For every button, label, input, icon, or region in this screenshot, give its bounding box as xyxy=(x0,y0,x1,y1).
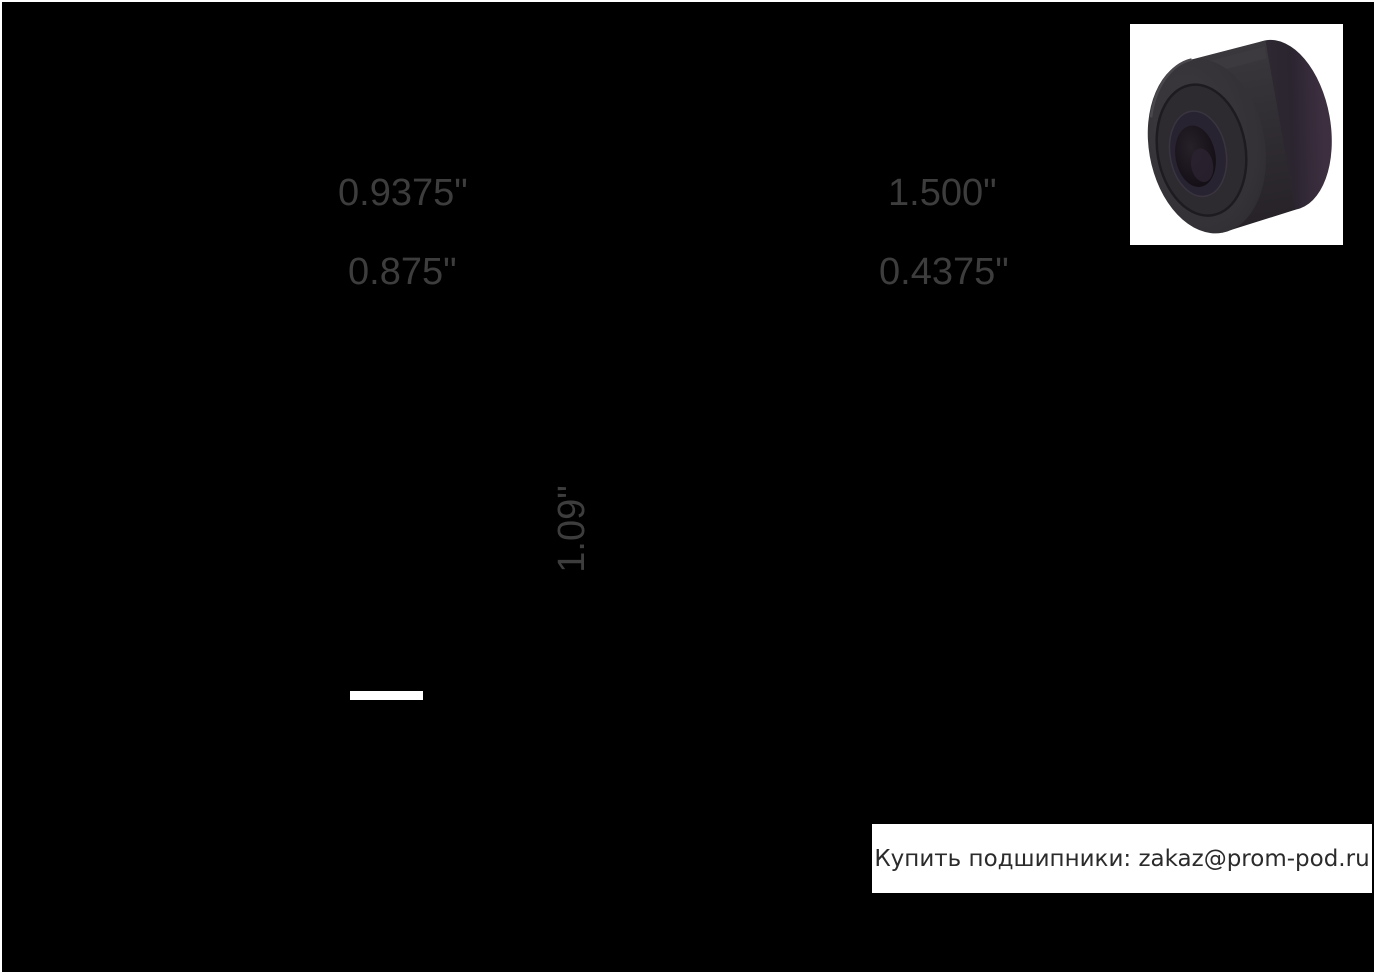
dimension-label-bottom-right: 0.4375" xyxy=(879,251,1009,293)
purchase-banner-text: Купить подшипники: zakaz@prom-pod.ru xyxy=(874,845,1370,872)
bearing-3d-render-icon xyxy=(1130,24,1343,245)
product-photo xyxy=(1130,24,1343,245)
dimension-label-bottom-left: 0.875" xyxy=(348,251,457,293)
dimension-label-vertical: 1.09" xyxy=(551,485,593,573)
dimension-label-top-left: 0.9375" xyxy=(338,172,468,214)
purchase-banner xyxy=(872,824,1372,893)
dimension-label-top-right: 1.500" xyxy=(888,172,997,214)
shaft-highlight-mark xyxy=(350,691,423,700)
